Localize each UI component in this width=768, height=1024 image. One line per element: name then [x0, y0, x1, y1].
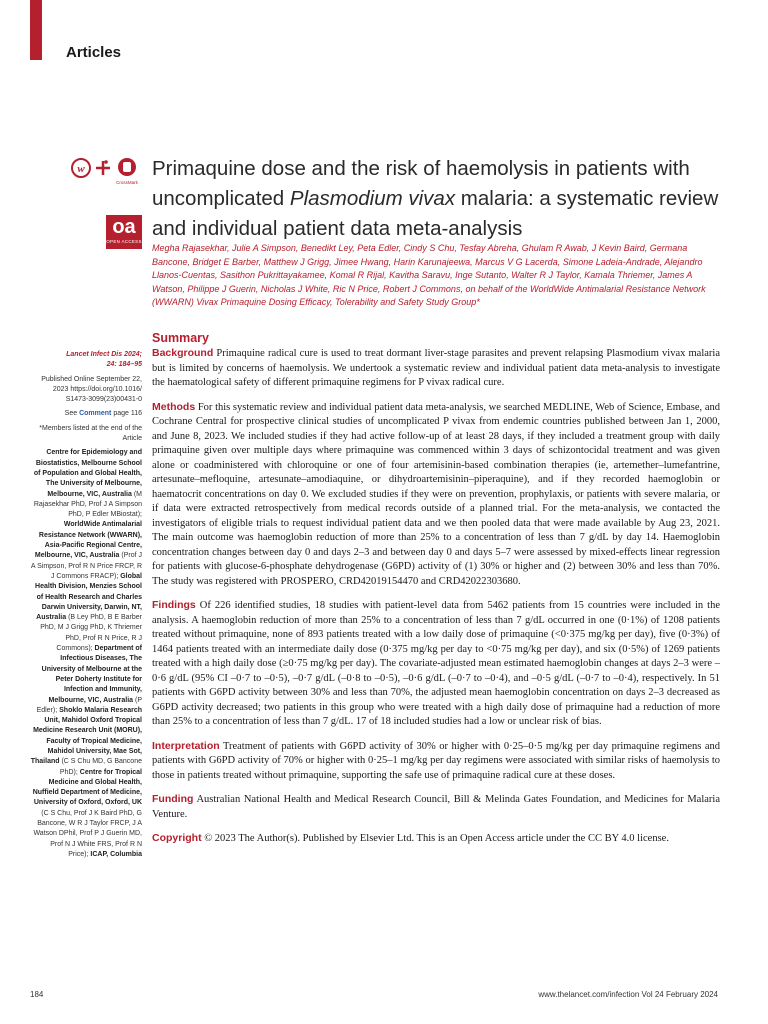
citation: [30, 350, 142, 371]
findings-text: Of 226 identified studies, 18 studies with patient-level data from 5462 patients from 15 countries were included in the analysis. A haemoglobin reduction of more than 25% to a concentration of less than 7 g/dL occurred in one (0·1%) of 1208 patients treated without primaquine, none of 893 patients treated with a low daily dose of primaquine (<0·375 mg/kg per day), five (0·3%) of 1464 patients treated with an intermediate daily dose (0·375 mg/kg per day to <0·75 mg/kg per day), and six (0·5%) of 1269 patients treated with a high daily dose (≥0·75 mg/kg per day). The covariate-adjusted mean estimated haemoglobin changes at days 2–3 were –0·6 g/dL (95% CI –0·7 to –0·5), –0·7 g/dL (–0·8 to –0·5), –0·6 g/dL (–0·7 to –0·4), and –0·5 g/dL (–0·7 to –0·4), respectively. In 51 patients with G6PD activity between 30% and less than 70%, the adjusted mean haemoglobin concentration on days 2–3 decreased as G6PD activity decreased; two patients in this group who were treated with a high daily dose of primaquine had a reduction of more than 25% to a concentration of less than 7 g/dL. 17 of 18 included studies had a low or unclear risk of bias.: [152, 600, 720, 727]
methods-section: [152, 400, 720, 590]
page-number: 184: [30, 990, 44, 999]
oa-badge-big: oa: [112, 216, 136, 238]
article-icons: [70, 156, 142, 186]
journal-footer[interactable]: www.thelancet.com/infection Vol 24 February 2024: [538, 990, 718, 999]
findings-section: [152, 598, 720, 730]
crossmark-label: CrossMark: [116, 180, 138, 185]
summary-heading: Summary: [152, 331, 209, 345]
affiliations: [30, 448, 142, 860]
background-section: [152, 346, 720, 391]
interpretation-label: Interpretation: [152, 739, 220, 752]
interpretation-section: [152, 739, 720, 784]
copyright-label: Copyright: [152, 832, 202, 844]
summary: [152, 330, 720, 856]
see-prefix: See: [64, 410, 78, 418]
background-text: Primaquine radical cure is used to treat dormant liver-stage parasites and prevent relapsing Plasmodium vivax malaria but is limited by concerns of haemolysis. We undertook a systematic review and individual patient data meta-analysis to investigate the haematological safety of different primaquine regimens for P vivax radical cure.: [152, 348, 720, 388]
title-part-1: Primaquine dose and the risk of haemolysis in patients with uncomplicated: [152, 157, 690, 210]
accent-bar: [30, 0, 42, 60]
citation-line-1: Lancet Infect Dis 2024;: [66, 351, 142, 358]
background-label: Background: [152, 347, 214, 359]
methods-label: Methods: [152, 400, 196, 413]
author-list: Megha Rajasekhar, Julie A Simpson, Benedikt Ley, Peta Edler, Cindy S Chu, Tesfay Abreha, Ghulam R Awab, J Kevin Baird, Germana Bancone, Bridget E Barber, Matthew J Grigg, Jimee Hwang, Harin Karunajeewa, Marcus V G Lacerda, Simone Ladeia-Andrade, Alejandro Llanos-Cuentas, Sasithon Pukrittayakamee, Komal R Rijal, Kavitha Saravu, Inge Sutanto, Walter R J Taylor, Kamala Thriemer, James A Watson, Philippe J Guerin, Nicholas J White, Ric N Price, Robert J Commons, on behalf of the WorldWide Antimalarial Resistance Network (WWARN) Vivax Primaquine Dosing Efficacy, Tolerability and Safety Study Group*: [152, 243, 706, 307]
article-title: [152, 154, 722, 244]
funding-section: [152, 792, 720, 822]
title-part-2: malaria: a systematic review and individual patient data meta-analysis: [152, 187, 719, 240]
comment-link[interactable]: Comment: [79, 410, 112, 418]
published-online: Published Online September 22, 2023 https://doi.org/10.1016/ S1473-3099(23)00431-0: [41, 375, 142, 404]
members-note: *Members listed at the end of the Article: [39, 424, 142, 443]
interpretation-text: Treatment of patients with G6PD activity of 30% or higher with 0·25–0·5 mg/kg per day primaquine regimens and patients with G6PD activity of 70% or higher with 0·25–1 mg/kg per day regimens were associated with similar risks of haemolysis to those in patients treated without primaquine, supporting the safe use of primaquine radical cure at these doses.: [152, 740, 720, 781]
oa-badge-small: OPEN ACCESS: [106, 239, 142, 244]
findings-label: Findings: [152, 599, 196, 611]
funding-text: Australian National Health and Medical Research Council, Bill & Melinda Gates Foundation, and Medicines for Malaria Venture.: [152, 794, 720, 820]
svg-text:w: w: [77, 163, 85, 175]
open-access-badge: [106, 215, 142, 249]
methods-text: For this systematic review and individual patient data meta-analysis, we searched MEDLINE, Web of Science, Embase, and Cochrane Central for prospective clinical studies of uncomplicated P vivax from endemic countries published between Jan 1, 2000, and June 8, 2023. We included studies if they had active follow-up of at least 28 days, if they included a treatment group with daily primaquine given over multiple days where primaquine was commenced within 3 days of schizontocidal treatment and was given alone or coadministered with chloroquine or one of four artemisinin-based combination therapies (ie, artemether–lumefantrine, artesunate–mefloquine, artesunate–amodiaquine, or dihydroartemisinin–piperaquine), and if they recorded haemoglobin or haematocrit concentrations on day 0. We excluded studies if they were on prevention, prophylaxis, or patients with severe malaria, or if data were extracted retrospectively from medical records outside of a planned trial. For the meta-analysis, we contacted the investigators of eligible trials to request individual patient data and we then pooled data that were made available by Aug 23, 2021. The main outcome was haemoglobin reduction of more than 25% to a concentration of less than 7 g/dL by day 14. Haemoglobin concentration changes between day 0 and days 2–3 and between day 0 and days 5–7 were assessed by mixed-effects linear regression for patients with glucose-6-phosphate dehydrogenase (G6PD) activity of (1) 30% or higher and (2) between 30% and less than 70%. The study was registered with PROSPERO, CRD42019154470 and CRD42022303680.: [152, 401, 720, 587]
section-label: Articles: [66, 44, 122, 61]
affiliation: Centre for Epidemiology and Biostatistics, Melbourne School of Population and Global Health, The University of Melbourne, Melbourne, VIC, Australia (M Rajasekhar PhD, Prof J A Simpson PhD, P Edler MBiostat); WorldWide Antimalarial Resistance Network (WWARN), Asia-Pacific Regional Centre, Melbourne, VIC, Australia (Prof J A Simpson, Prof R N Price FRCP, R J Commons FRACP); Global Health Division, Menzies School of Health Research and Charles Darwin University, Darwin, NT, Australia (B Ley PhD, B E Barber PhD, M J Grigg PhD, K Thriemer PhD, Prof R N Price, R J Commons); Department of Infectious Diseases, The University of Melbourne at the Peter Doherty Institute for Infection and Immunity, Melbourne, VIC, Australia (P Edler); Shoklo Malaria Research Unit, Mahidol Oxford Tropical Medicine Research Unit (MORU), Faculty of Tropical Medicine, Mahidol University, Mae Sot, Thailand (C S Chu MD, G Bancone PhD); Centre for Tropical Medicine and Global Health, Nuffield Department of Medicine, University of Oxford, Oxford, UK (C S Chu, Prof J K Baird PhD, G Bancone, W R J Taylor FRCP, J A Watson DPhil, Prof P J Guerin MD, Prof N J White FRS, Prof R N Price); ICAP, Columbia: [30, 449, 142, 858]
citation-line-2: 24: 184–95: [106, 361, 142, 369]
see-comment: [30, 409, 142, 419]
see-suffix: page 116: [113, 410, 142, 418]
title-species: Plasmodium vivax: [289, 187, 456, 210]
orcid-like-icon[interactable]: [72, 159, 90, 177]
copyright-section: [152, 831, 720, 847]
funding-label: Funding: [152, 793, 194, 805]
plus-icon[interactable]: [96, 160, 110, 175]
crossmark-icon[interactable]: [116, 158, 139, 185]
article-sidebar: [30, 350, 142, 864]
copyright-text: © 2023 The Author(s). Published by Elsevier Ltd. This is an Open Access article under the CC BY 4.0 license.: [201, 833, 669, 844]
